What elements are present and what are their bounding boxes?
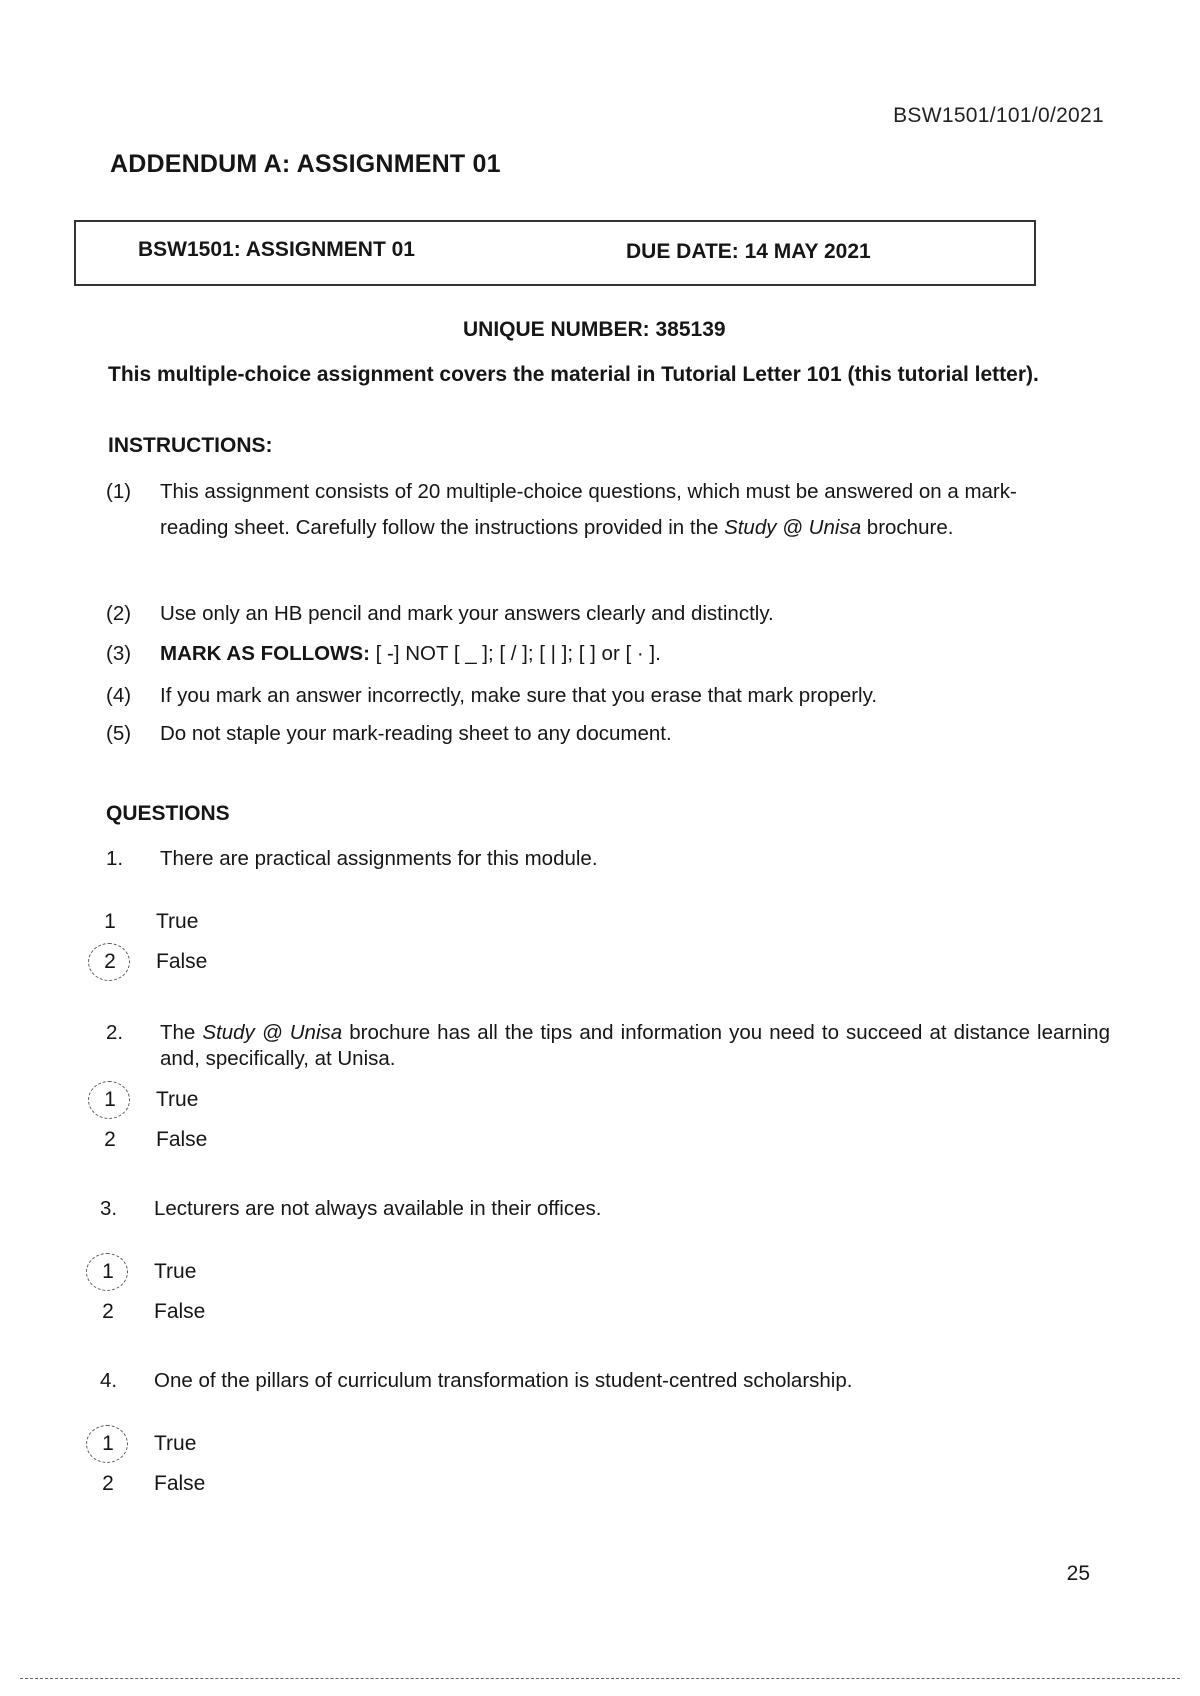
question-text: The Study @ Unisa brochure has all the tips and information you need to succeed at distance learning and, specifically, at Unisa.	[160, 1021, 1110, 1070]
scan-edge-line	[20, 1678, 1180, 1679]
option-number: 1	[102, 1260, 114, 1283]
addendum-title: ADDENDUM A: ASSIGNMENT 01	[110, 150, 501, 178]
question-text: One of the pillars of curriculum transformation is student-centred scholarship.	[154, 1369, 853, 1392]
instruction-number: (5)	[106, 722, 132, 745]
instructions-heading: INSTRUCTIONS:	[108, 434, 273, 457]
question-number: 2.	[106, 1021, 124, 1044]
intro-text: This multiple-choice assignment covers the material in Tutorial Letter 101 (this tutorial letter).	[108, 363, 1039, 386]
option-number: 2	[104, 1128, 116, 1151]
assignment-code: BSW1501: ASSIGNMENT 01	[138, 238, 415, 261]
assignment-box	[74, 220, 1036, 286]
option-number: 1	[104, 910, 116, 933]
page-number: 25	[1066, 1562, 1090, 1585]
option-label: True	[156, 1088, 199, 1111]
due-date: DUE DATE: 14 MAY 2021	[626, 240, 871, 263]
instruction-number: (2)	[106, 602, 132, 625]
option-label: False	[154, 1300, 206, 1323]
instruction-number: (3)	[106, 642, 132, 665]
option-number: 2	[102, 1472, 114, 1495]
instruction-number: (1)	[106, 480, 132, 503]
option-number: 2	[104, 950, 116, 973]
unique-number: UNIQUE NUMBER: 385139	[463, 318, 726, 341]
option-label: False	[156, 1128, 208, 1151]
question-number: 4.	[100, 1369, 118, 1392]
option-label: True	[154, 1432, 197, 1455]
instruction-text: MARK AS FOLLOWS: [ -] NOT [ _ ]; [ / ]; [ | ]; [ ] or [ · ].	[160, 642, 661, 665]
option-label: False	[156, 950, 208, 973]
question-number: 1.	[106, 847, 124, 870]
document-code: BSW1501/101/0/2021	[893, 104, 1104, 127]
option-number: 1	[102, 1432, 114, 1455]
questions-heading: QUESTIONS	[106, 802, 230, 825]
option-label: False	[154, 1472, 206, 1495]
question-text: Lecturers are not always available in their offices.	[154, 1197, 602, 1220]
question-number: 3.	[100, 1197, 118, 1220]
option-label: True	[154, 1260, 197, 1283]
instruction-text: Use only an HB pencil and mark your answers clearly and distinctly.	[160, 602, 774, 625]
question-text: There are practical assignments for this module.	[160, 847, 598, 870]
option-number: 2	[102, 1300, 114, 1323]
instruction-text: Do not staple your mark-reading sheet to any document.	[160, 722, 672, 745]
instruction-text: If you mark an answer incorrectly, make sure that you erase that mark properly.	[160, 684, 878, 707]
option-number: 1	[104, 1088, 116, 1111]
instruction-number: (4)	[106, 684, 132, 707]
option-label: True	[156, 910, 199, 933]
instruction-text: This assignment consists of 20 multiple-choice questions, which must be answered on a mark-reading sheet. Carefully follow the instructions provided in the Study @ Unisa brochure.	[160, 480, 1017, 539]
